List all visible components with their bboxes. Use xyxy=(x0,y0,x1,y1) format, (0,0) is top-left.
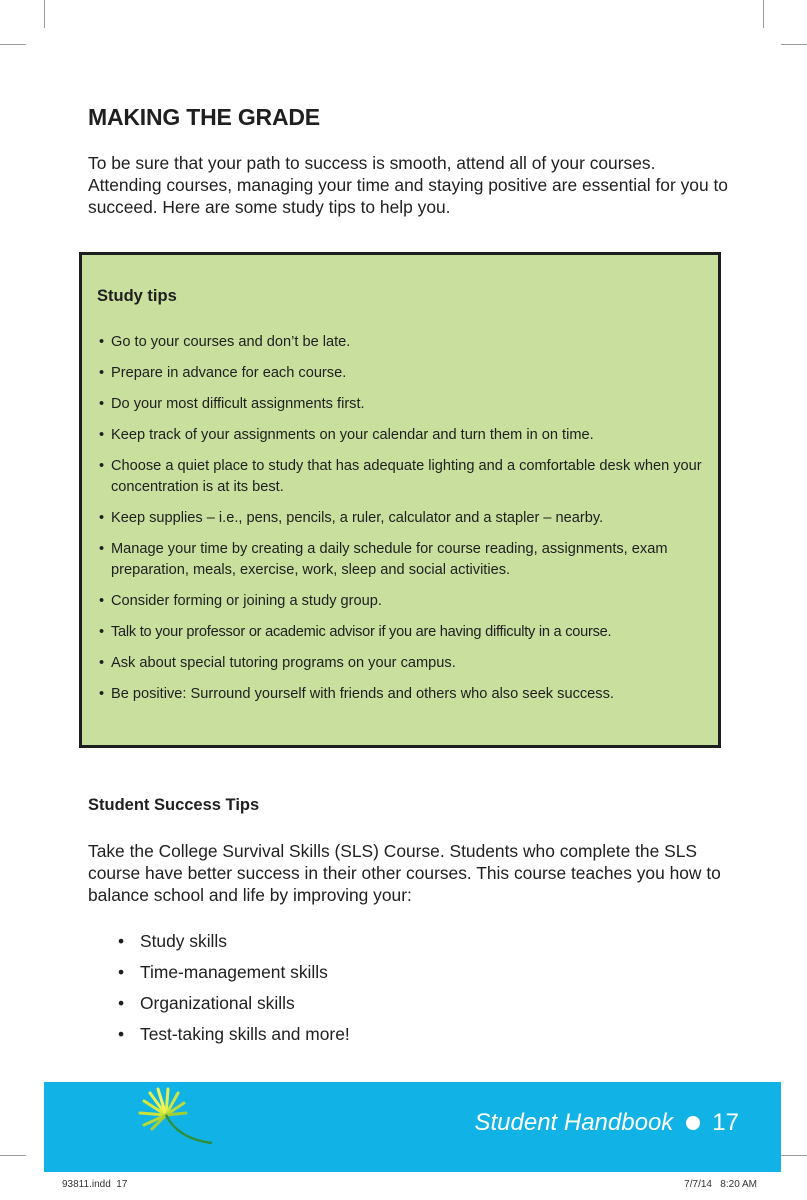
study-tip-item: • Prepare in advance for each course. xyxy=(99,363,721,384)
study-tip-item: • Be positive: Surround yourself with friends and others who also seek success. xyxy=(99,684,721,705)
study-tips-list xyxy=(99,332,721,715)
study-tip-item: • Keep track of your assignments on your calendar and turn them in on time. xyxy=(99,425,721,446)
crop-mark xyxy=(0,1155,26,1156)
page-number: 17 xyxy=(712,1109,739,1136)
study-tip-item: • Keep supplies – i.e., pens, pencils, a ruler, calculator and a stapler – nearby. xyxy=(99,508,721,529)
slug-timestamp: 7/7/14 8:20 AM xyxy=(684,1179,757,1190)
crop-mark xyxy=(0,44,26,45)
skills-list xyxy=(118,926,350,1050)
skill-item: • Study skills xyxy=(118,926,350,957)
footer-band xyxy=(44,1082,781,1172)
study-tip-item: • Ask about special tutoring programs on your campus. xyxy=(99,653,721,674)
crop-mark xyxy=(763,0,764,28)
study-tip-item: • Go to your courses and don’t be late. xyxy=(99,332,721,353)
crop-mark xyxy=(781,44,807,45)
study-tip-item: • Consider forming or joining a study group. xyxy=(99,591,721,612)
footer-label xyxy=(474,1108,739,1138)
palm-logo-icon xyxy=(136,1085,216,1149)
skill-item: • Organizational skills xyxy=(118,988,350,1019)
student-success-paragraph: Take the College Survival Skills (SLS) Course. Students who complete the SLS course have better success in their other courses. This course teaches you how to balance school and life by improving your: xyxy=(88,841,721,905)
study-tip-item: • Manage your time by creating a daily schedule for course reading, assignments, exam preparation, meals, exercise, work, sleep and social activities. xyxy=(99,539,721,581)
page-title: MAKING THE GRADE xyxy=(88,104,320,130)
crop-mark xyxy=(44,0,45,28)
study-tip-item: • Choose a quiet place to study that has adequate lighting and a comfortable desk when your concentration is at its best. xyxy=(99,456,721,498)
study-tip-item: • Do your most difficult assignments first. xyxy=(99,394,721,415)
student-success-heading: Student Success Tips xyxy=(88,796,260,814)
study-tip-item: • Talk to your professor or academic advisor if you are having difficulty in a course. xyxy=(99,622,721,643)
study-tips-box xyxy=(79,252,721,748)
skill-item: • Test-taking skills and more! xyxy=(118,1019,350,1050)
study-tips-heading: Study tips xyxy=(97,287,177,305)
bullet-dot-icon xyxy=(686,1116,700,1130)
crop-mark xyxy=(781,1155,807,1156)
slug-file-name: 93811.indd 17 xyxy=(62,1179,128,1190)
intro-paragraph: To be sure that your path to success is smooth, attend all of your courses. Attending courses, managing your time and staying positive are essential for you to succeed. Here are some study tips to help you. xyxy=(88,153,728,217)
skill-item: • Time-management skills xyxy=(118,957,350,988)
handbook-title: Student Handbook xyxy=(474,1109,674,1136)
